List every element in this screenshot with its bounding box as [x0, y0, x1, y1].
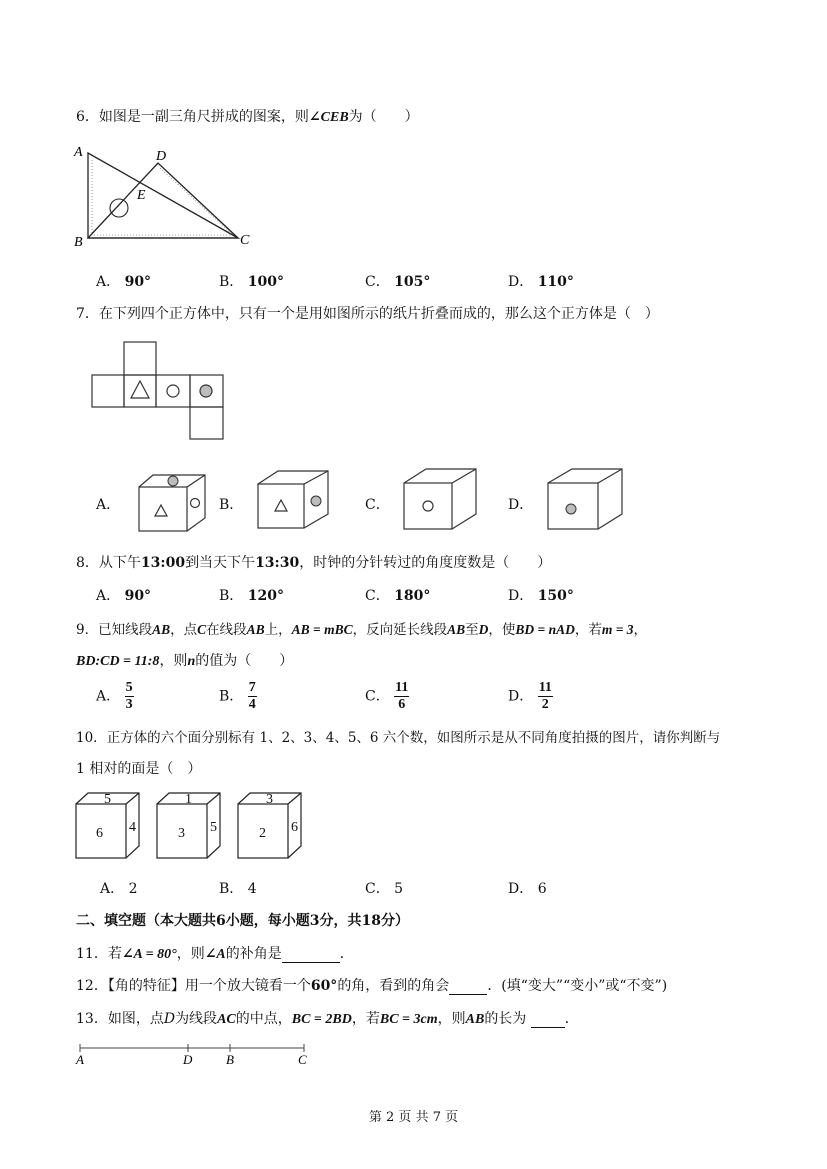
filled-circle-mark — [200, 385, 212, 397]
point-c-label: C — [298, 1052, 307, 1067]
q9-stem-line1: 9．已知线段AB，点C在线段AB上，AB = mBC，反向延长线段AB至D，使BD = nAD，若m = 3， — [76, 622, 648, 638]
q7-cube-c[interactable] — [400, 466, 480, 532]
q11-number: 11． — [76, 946, 108, 962]
q9-option-c[interactable]: C． $\frac{11}{6}$ — [365, 680, 409, 712]
net-square-1 — [92, 375, 124, 407]
q7-cube-a[interactable] — [135, 472, 211, 534]
label-e: E — [137, 188, 146, 203]
q6-option-c[interactable]: C． 105° — [365, 274, 431, 290]
q8-option-c[interactable]: C． 180° — [365, 588, 431, 604]
triangle-mark — [131, 381, 149, 398]
set-square-abc — [88, 153, 238, 238]
point-a-label: A — [76, 1052, 84, 1067]
section-title-fill-in: 二、填空题（本大题共6小题，每小题3分，共18分） — [76, 913, 409, 929]
label-d: D — [156, 149, 167, 164]
open-circle-mark — [167, 385, 179, 397]
page-footer: 第 2 页 共 7 页 — [368, 1110, 459, 1125]
q9-option-b[interactable]: B． $\frac{7}{4}$ — [219, 680, 256, 712]
net-square-bottom — [190, 407, 223, 439]
cube2-right-number: 5 — [210, 820, 217, 835]
cube3-top-number: 3 — [266, 792, 273, 807]
q13-stem: 13．如图，点D为线段AC的中点，BC = 2BD，若BC = 3cm，则AB的长为 ． — [76, 1011, 579, 1027]
q11-answer-blank[interactable] — [282, 948, 340, 963]
q7-option-c[interactable]: C． — [365, 497, 390, 513]
q8-stem: 8．从下午13:00到当天下午13:30，时钟的分针转过的角度度数是（ ） — [76, 555, 552, 571]
q9-number: 9． — [76, 622, 99, 638]
label-b: B — [74, 235, 83, 250]
q8-option-a[interactable]: A． 90° — [96, 588, 152, 604]
q6-option-b[interactable]: B． 100° — [219, 274, 284, 290]
cube1-right-number: 4 — [129, 820, 136, 835]
cube1-top-number: 5 — [104, 792, 111, 807]
q11-stem: 11．若∠A = 80°，则∠A的补角是 ． — [76, 946, 354, 962]
q6-stem: 6．如图是一副三角尺拼成的图案，则∠CEB为（ ） — [76, 109, 419, 125]
q9-option-d[interactable]: D． $\frac{11}{2}$ — [508, 680, 552, 712]
q8-number: 8． — [76, 555, 99, 571]
cube1-front-number: 6 — [96, 826, 103, 841]
ruler-hole — [110, 199, 128, 217]
net-square-3 — [156, 375, 190, 407]
ruler-ticks-dc — [160, 168, 232, 234]
q9-option-a[interactable]: A． $\frac{5}{3}$ — [96, 680, 133, 712]
q10-option-d[interactable]: D． 6 — [508, 881, 547, 897]
cube3-right-number: 6 — [291, 820, 298, 835]
q10-option-a[interactable]: A． 2 — [100, 881, 138, 897]
label-c: C — [240, 233, 250, 248]
q6-number: 6． — [76, 109, 99, 125]
q8-option-b[interactable]: B． 120° — [219, 588, 284, 604]
set-square-bdc — [88, 163, 238, 238]
q6-option-a[interactable]: A． 90° — [96, 274, 152, 290]
q10-number: 10． — [76, 730, 107, 746]
q7-cube-d[interactable] — [544, 466, 626, 532]
cube2-top-number: 1 — [185, 792, 192, 807]
net-square-top — [124, 342, 156, 375]
q7-option-b[interactable]: B． — [219, 497, 244, 513]
q7-stem: 7．在下列四个正方体中，只有一个是用如图所示的纸片折叠而成的，那么这个正方体是（ ） — [76, 306, 659, 322]
q10-option-c[interactable]: C． 5 — [365, 881, 404, 897]
q13-number: 13． — [76, 1011, 108, 1027]
segment-figure — [72, 1040, 312, 1070]
q6-option-d[interactable]: D． 110° — [508, 274, 574, 290]
point-d-label: D — [183, 1052, 193, 1067]
cube2-front-number: 3 — [178, 826, 185, 841]
q10-stem-line2: 1 相对的面是（ ） — [76, 761, 202, 777]
q7-option-a[interactable]: A． — [96, 497, 121, 513]
point-b-label: B — [226, 1052, 234, 1067]
q8-option-d[interactable]: D． 150° — [508, 588, 574, 604]
q12-stem: 12．【角的特征】用一个放大镜看一个60°的角，看到的角会 ．(填“变大”“变小”或“不变”) — [76, 978, 668, 994]
label-a: A — [74, 145, 83, 160]
q9-stem-line2: BD:CD = 11:8，则n的值为（ ） — [76, 653, 294, 669]
cube-net-figure — [88, 340, 228, 442]
cube3-front-number: 2 — [259, 826, 266, 841]
q7-number: 7． — [76, 306, 99, 322]
q10-option-b[interactable]: B． 4 — [219, 881, 257, 897]
angle-ceb: ∠CEB — [308, 110, 349, 125]
numbered-cubes-figure — [72, 790, 312, 862]
q13-answer-blank[interactable] — [531, 1013, 565, 1028]
q10-stem-line1: 10．正方体的六个面分别标有 1、2、3、4、5、6 六个数，如图所示是从不同角度拍摄的图片，请你判断与 — [76, 730, 721, 746]
q12-number: 12． — [76, 978, 108, 994]
q7-cube-b[interactable] — [254, 468, 334, 532]
q12-answer-blank[interactable] — [449, 980, 487, 995]
triangle-ruler-figure — [70, 140, 260, 252]
q7-option-d[interactable]: D． — [508, 497, 534, 513]
